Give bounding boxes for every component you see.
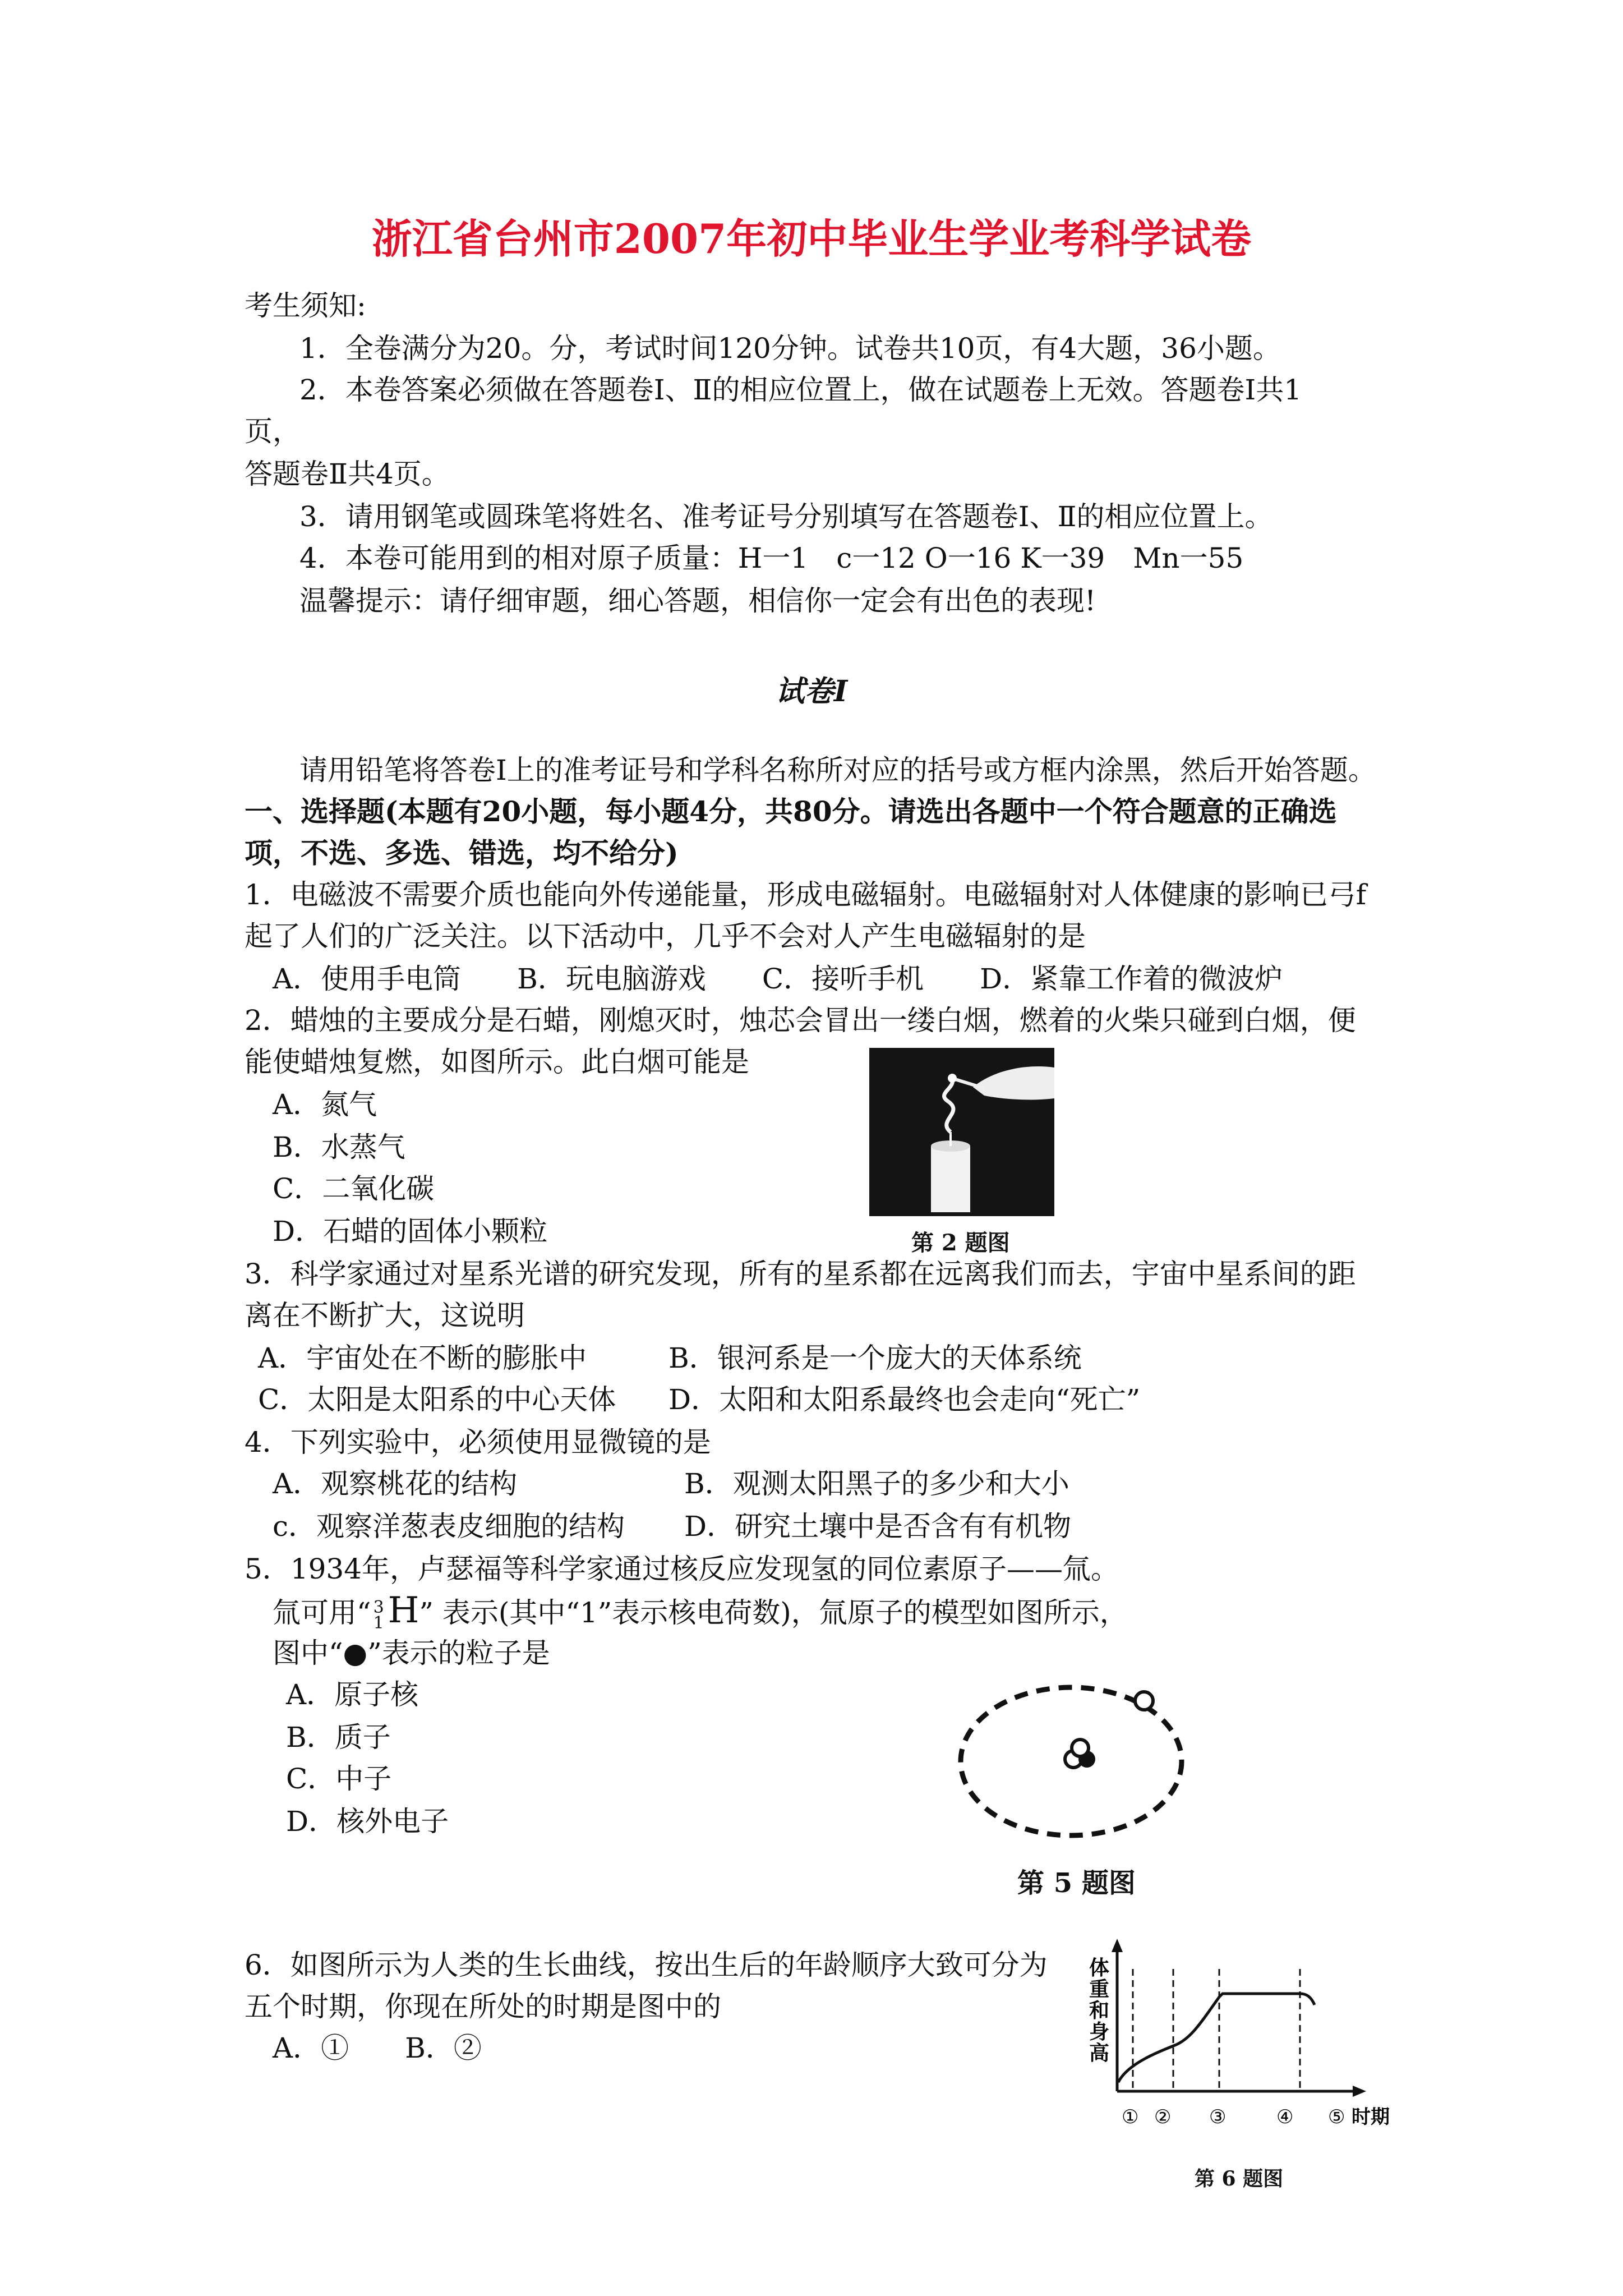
notice-item-2a: 2．本卷答案必须做在答题卷Ⅰ、Ⅱ的相应位置上，做在试题卷上无效。答题卷Ⅰ共1 <box>299 374 1302 406</box>
q6-xlabel: 时期 <box>1352 2106 1390 2128</box>
q4-option-c: c．观察洋葱表皮细胞的结构 <box>273 1510 625 1543</box>
q4-option-d: D．研究土壤中是否含有有机物 <box>684 1510 1072 1543</box>
q2-option-a: A．氮气 <box>273 1088 377 1121</box>
q3-stem-line2: 离在不断扩大，这说明 <box>245 1299 525 1332</box>
section1-heading-line2: 项，不选、多选、错选，均不给分) <box>245 836 679 869</box>
q5-stem-line2 <box>273 1591 1128 1632</box>
q6-ylabel-char: 体 <box>1089 1956 1110 1980</box>
q1-options: A．使用手电筒 B．玩电脑游戏 C．接听手机 D．紧靠工作着的微波炉 <box>273 963 1283 995</box>
notice-item-3: 3．请用钢笔或圆珠笔将姓名、准考证号分别填写在答题卷Ⅰ、Ⅱ的相应位置上。 <box>299 500 1273 533</box>
q5-stem-line2-post: ” 表示(其中“1”表示核电荷数)，氚原子的模型如图所示， <box>419 1596 1128 1629</box>
q5-element-symbol: H <box>388 1590 419 1631</box>
growth-curve <box>1118 1994 1315 2082</box>
q5-stem-line3: 图中“●”表示的粒子是 <box>273 1637 550 1669</box>
q2-stem-line2: 能使蜡烛复燃，如图所示。此白烟可能是 <box>245 1046 749 1078</box>
q5-mass-number: 3 <box>373 1598 384 1617</box>
q3-stem-line1: 3．科学家通过对星系光谱的研究发现，所有的星系都在远离我们而去，宇宙中星系间的距 <box>245 1258 1356 1290</box>
notice-heading: 考生须知: <box>245 289 366 322</box>
q3-option-b: B．银河系是一个庞大的天体系统 <box>668 1342 1082 1374</box>
notice-item-2c: 答题卷Ⅱ共4页。 <box>245 458 450 490</box>
q1-stem-line2: 起了人们的广泛关注。以下活动中，几乎不会对人产生电磁辐射的是 <box>245 920 1086 953</box>
q5-option-b: B．质子 <box>286 1721 391 1754</box>
q6-ylabel-char: 身 <box>1089 2020 1110 2044</box>
growth-curve-chart <box>1077 1935 1391 2137</box>
paper1-instruction: 请用铅笔将答卷Ⅰ上的准考证号和学科名称所对应的括号或方框内涂黑，然后开始答题。 <box>299 754 1376 786</box>
q4-stem: 4．下列实验中，必须使用显微镜的是 <box>245 1426 711 1458</box>
notice-item-4: 4．本卷可能用到的相对原子质量：H一1 c一12 O一16 K一39 Mn一55 <box>299 542 1244 574</box>
q2-option-b: B．水蒸气 <box>273 1131 405 1163</box>
q6-stem-line2: 五个时期，你现在所处的时期是图中的 <box>245 1990 721 2023</box>
q5-figure-caption: 第 5 题图 <box>1017 1867 1136 1899</box>
section1-heading-line1: 一、选择题(本题有20小题，每小题4分，共80分。请选出各题中一个符合题意的正确选 <box>245 795 1337 828</box>
q5-option-d: D．核外电子 <box>286 1805 449 1838</box>
q4-option-b: B．观测太阳黑子的多少和大小 <box>684 1467 1069 1500</box>
q6-period-label: ④ <box>1276 2106 1294 2128</box>
q6-figure-caption: 第 6 题图 <box>1195 2167 1284 2191</box>
q6-options: A．① B．② <box>273 2032 482 2064</box>
candle-figure <box>869 1048 1054 1216</box>
electron-icon <box>1135 1692 1153 1710</box>
exam-title: 浙江省台州市2007年初中毕业生学业考科学试卷 <box>371 215 1252 263</box>
notice-item-2b: 页， <box>245 415 301 448</box>
tritium-atom-model <box>948 1677 1195 1846</box>
q3-option-c: C．太阳是太阳系的中心天体 <box>258 1383 616 1416</box>
q2-stem-line1: 2．蜡烛的主要成分是石蜡，刚熄灭时，烛芯会冒出一缕白烟，燃着的火柴只碰到白烟，便 <box>245 1004 1356 1037</box>
q5-atomic-number: 1 <box>373 1613 384 1633</box>
q5-option-a: A．原子核 <box>286 1678 419 1711</box>
notice-item-1: 1．全卷满分为20。分，考试时间120分钟。试卷共10页，有4大题，36小题。 <box>299 332 1281 365</box>
q6-ylabel-char: 重 <box>1089 1977 1110 2001</box>
q6-period-label: ② <box>1154 2106 1172 2128</box>
q5-stem-line1: 5．1934年，卢瑟福等科学家通过核反应发现氢的同位素原子——氚。 <box>245 1553 1119 1585</box>
q2-option-d: D．石蜡的固体小颗粒 <box>273 1215 548 1248</box>
notice-tip: 温馨提示：请仔细审题，细心答题，相信你一定会有出色的表现! <box>299 585 1096 617</box>
q3-option-d: D．太阳和太阳系最终也会走向“死亡” <box>668 1383 1141 1416</box>
q6-period-label: ⑤ <box>1328 2106 1345 2128</box>
q5-option-c: C．中子 <box>286 1763 392 1795</box>
q5-stem-line2-pre: 氚可用“ <box>273 1596 371 1629</box>
q5-isotope-notation <box>371 1598 388 1632</box>
q6-ylabel-char: 高 <box>1089 2041 1110 2065</box>
q6-ylabel-char: 和 <box>1089 1999 1110 2022</box>
q6-period-label: ③ <box>1209 2106 1227 2128</box>
q3-option-a: A．宇宙处在不断的膨胀中 <box>258 1342 587 1374</box>
q1-stem-line1: 1．电磁波不需要介质也能向外传递能量，形成电磁辐射。电磁辐射对人体健康的影响已弓f <box>245 878 1367 911</box>
q6-period-label: ① <box>1122 2106 1139 2128</box>
paper1-title: 试卷I <box>775 674 848 708</box>
q6-stem-line1: 6．如图所示为人类的生长曲线，按出生后的年龄顺序大致可分为 <box>245 1949 1048 1981</box>
q2-figure-caption: 第 2 题图 <box>911 1230 1010 1256</box>
q2-option-c: C．二氧化碳 <box>273 1172 435 1205</box>
q4-option-a: A．观察桃花的结构 <box>273 1467 518 1500</box>
